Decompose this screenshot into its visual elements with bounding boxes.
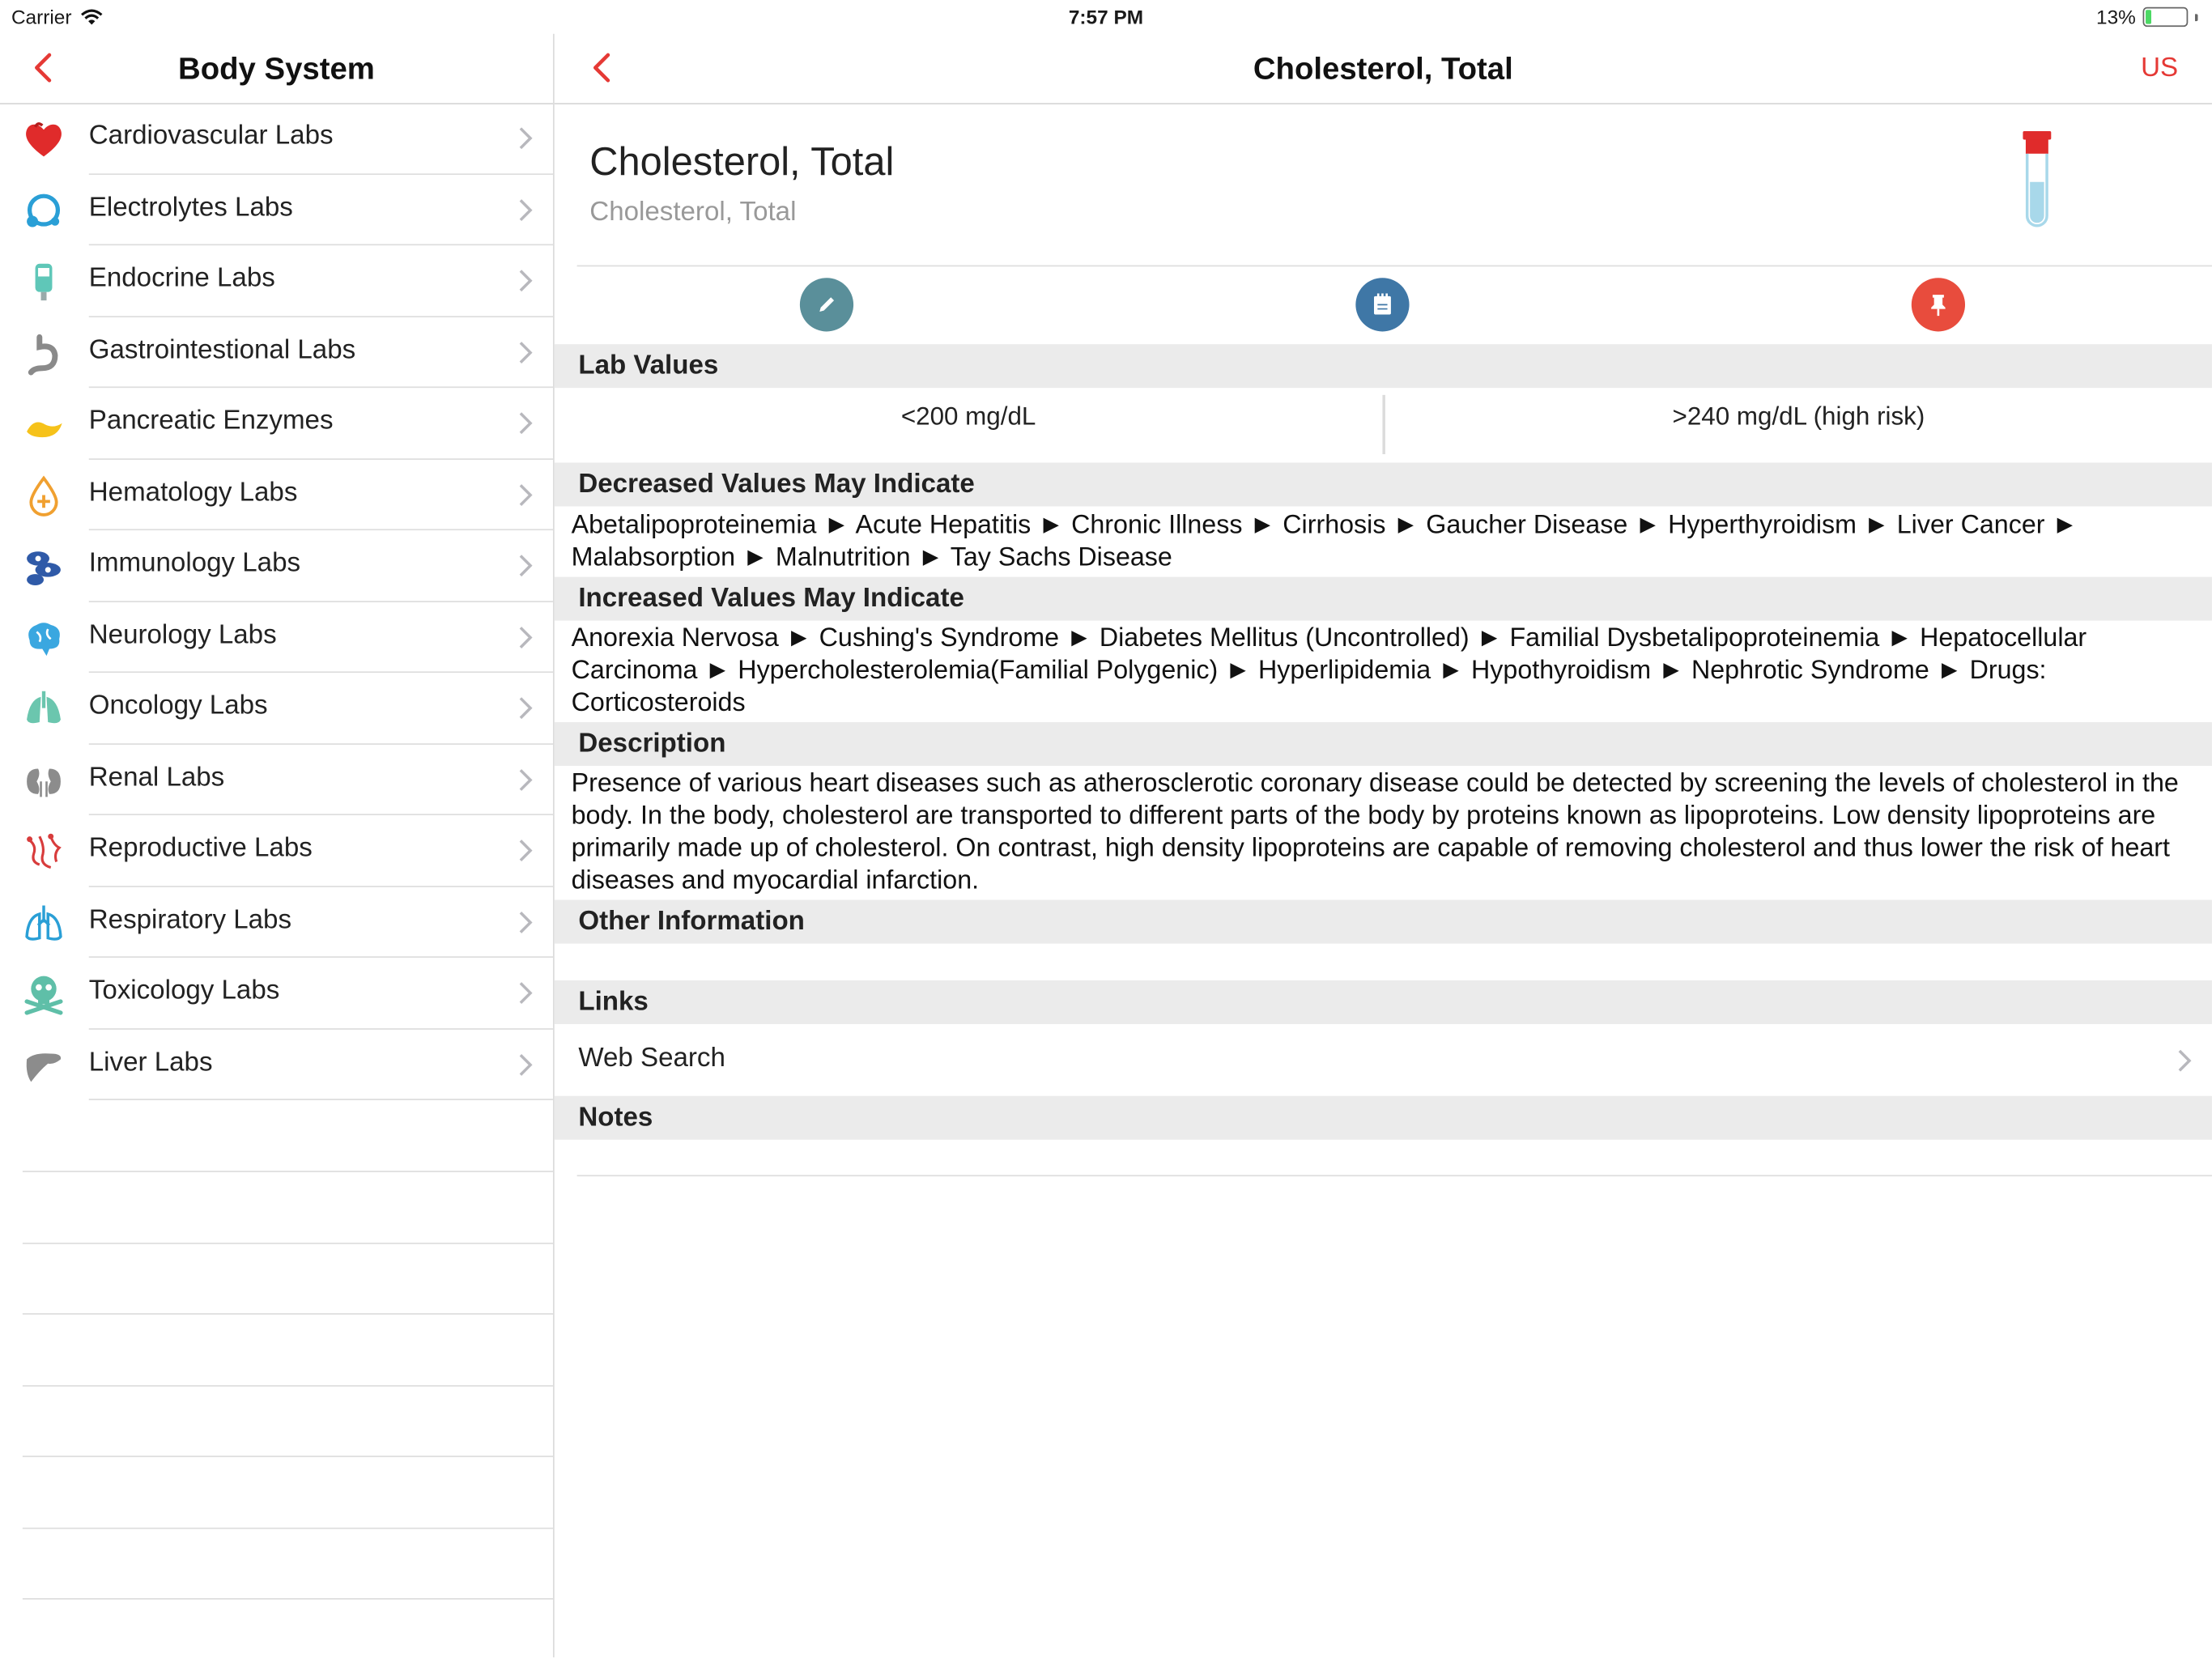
chevron-right-icon <box>517 410 534 436</box>
list-item-neurology[interactable] <box>0 602 553 673</box>
list-item-label: Hematology Labs <box>88 477 298 508</box>
stomach-icon <box>23 332 65 374</box>
section-header-label: Links <box>578 987 649 1018</box>
empty-row-separator <box>23 1243 553 1244</box>
empty-row-separator <box>23 1385 553 1387</box>
right-nav-bar <box>555 34 2212 104</box>
section-header-label: Decreased Values May Indicate <box>578 470 975 500</box>
notes-divider <box>577 1175 2212 1176</box>
chevron-right-icon <box>517 980 534 1005</box>
list-item-label: Neurology Labs <box>88 619 277 650</box>
detail-panel <box>555 34 2212 1657</box>
kidney-icon <box>23 759 65 801</box>
blood-drop-icon <box>23 474 65 517</box>
skull-crossbones-icon <box>23 973 65 1015</box>
page-subtitle: Cholesterol, Total <box>589 197 797 227</box>
master-panel <box>0 34 555 1657</box>
glucose-meter-icon <box>23 261 65 303</box>
empty-row-separator <box>23 1598 553 1600</box>
heart-icon <box>23 118 65 160</box>
list-item-immunology[interactable] <box>0 530 553 602</box>
carrier-label: Carrier <box>11 5 72 28</box>
section-header-label: Other Information <box>578 907 805 937</box>
respiratory-icon <box>23 902 65 944</box>
battery-tip <box>2195 14 2197 21</box>
status-bar <box>0 0 2212 34</box>
reproductive-icon <box>23 831 65 873</box>
list-item-label: Reproductive Labs <box>88 833 313 864</box>
chevron-right-icon <box>517 553 534 578</box>
chevron-right-icon <box>517 482 534 507</box>
notepad-icon <box>1372 293 1392 316</box>
list-item-pancreatic[interactable] <box>0 388 553 459</box>
list-item-reproductive[interactable] <box>0 815 553 886</box>
notes-button[interactable] <box>1355 278 1409 331</box>
list-item-label: Electrolytes Labs <box>88 192 293 223</box>
web-search-link[interactable] <box>555 1026 2212 1096</box>
row-separator <box>89 1099 553 1100</box>
list-item-endocrine[interactable] <box>0 245 553 317</box>
list-item-respiratory[interactable] <box>0 886 553 958</box>
empty-row-separator <box>23 1528 553 1529</box>
page-title: Cholesterol, Total <box>589 139 895 184</box>
list-item-label: Toxicology Labs <box>88 976 280 1006</box>
pencil-icon <box>815 293 838 316</box>
list-item-cardiovascular[interactable] <box>0 103 553 174</box>
list-item-label: Gastrointestional Labs <box>88 334 356 365</box>
pancreas-icon <box>23 403 65 445</box>
liver-icon <box>23 1044 65 1086</box>
list-item-label: Immunology Labs <box>88 548 301 579</box>
section-lab-values <box>555 344 2212 388</box>
list-item-label: Endocrine Labs <box>88 263 275 294</box>
lab-values-row <box>555 389 2212 460</box>
pin-icon <box>1929 293 1946 316</box>
high-risk-value: >240 mg/dL (high risk) <box>1672 402 1925 431</box>
battery-status <box>2096 6 2198 28</box>
right-nav-title: Cholesterol, Total <box>1253 50 1513 87</box>
list-item-hematology[interactable] <box>0 459 553 530</box>
section-other-information <box>555 900 2212 944</box>
chevron-right-icon <box>517 268 534 293</box>
lungs-icon <box>23 688 65 730</box>
edit-button[interactable] <box>800 278 853 331</box>
list-item-label: Respiratory Labs <box>88 904 292 935</box>
empty-row-separator <box>23 1456 553 1457</box>
section-description <box>555 722 2212 766</box>
chevron-right-icon <box>517 624 534 649</box>
test-tube-icon <box>2020 131 2054 232</box>
section-header-label: Description <box>578 729 726 759</box>
list-item-renal[interactable] <box>0 744 553 815</box>
increased-values-text: Anorexia Nervosa ► Cushing's Syndrome ► Diabetes Mellitus (Uncontrolled) ► Familial Dysbetalipoproteinemia ► Hepatocellular Carcinoma ► Hypercholesterolemia(Familial Polygenic) ► Hyperlipidemia ► Hypothyroidism ► Nephrotic Syndrome ► Drugs: Corticosteroids <box>571 622 2087 717</box>
chevron-right-icon <box>517 125 534 151</box>
units-toggle-button[interactable]: US <box>2141 53 2179 83</box>
section-header-label: Lab Values <box>578 351 719 381</box>
section-notes <box>555 1096 2212 1140</box>
chevron-right-icon <box>517 838 534 863</box>
section-links <box>555 980 2212 1024</box>
empty-row-separator <box>23 1171 553 1172</box>
list-item-label: Renal Labs <box>88 762 225 793</box>
battery-level-fill <box>2146 10 2151 23</box>
battery-percent: 13% <box>2096 5 2136 28</box>
chevron-right-icon <box>517 767 534 792</box>
left-nav-bar <box>0 34 553 104</box>
list-item-electrolytes[interactable] <box>0 174 553 245</box>
chevron-right-icon <box>2176 1048 2193 1073</box>
chevron-right-icon <box>517 197 534 222</box>
list-item-toxicology[interactable] <box>0 958 553 1029</box>
pin-button[interactable] <box>1912 278 1965 331</box>
section-decreased <box>555 462 2212 506</box>
section-header-label: Notes <box>578 1103 653 1133</box>
web-search-label: Web Search <box>578 1044 725 1073</box>
normal-range-value: <200 mg/dL <box>900 402 1036 431</box>
left-nav-title: Body System <box>178 50 375 87</box>
brain-icon <box>23 617 65 659</box>
chevron-right-icon <box>517 695 534 721</box>
section-header-label: Increased Values May Indicate <box>578 584 964 614</box>
list-item-label: Liver Labs <box>88 1047 213 1078</box>
decreased-values-text: Abetalipoproteinemia ► Acute Hepatitis ► Chronic Illness ► Cirrhosis ► Gaucher Disease ► Hyperthyroidism ► Liver Cancer ► Malabsorption ► Malnutrition ► Tay Sachs Disease <box>571 508 2078 572</box>
battery-icon <box>2143 7 2189 27</box>
list-item-label: Oncology Labs <box>88 691 268 721</box>
list-item-label: Pancreatic Enzymes <box>88 406 334 436</box>
list-item-oncology[interactable] <box>0 673 553 744</box>
description-text: Presence of various heart diseases such as atherosclerotic coronary disease could be detected by screening the levels of cholesterol in the body. In the body, cholesterol are transported to different parts of the body by proteins known as lipoproteins. Low density lipoproteins are primarily made up of cholesterol. On contrast, high density lipoproteins are capable of removing cholesterol and thus lower the risk of heart diseases and myocardial infarction. <box>571 767 2179 895</box>
chevron-right-icon <box>517 909 534 934</box>
list-item-gastrointestinal[interactable] <box>0 317 553 388</box>
list-item-liver[interactable] <box>0 1029 553 1100</box>
list-item-label: Cardiovascular Labs <box>88 121 334 151</box>
immune-cells-icon <box>23 546 65 588</box>
empty-row-separator <box>23 1313 553 1315</box>
chevron-right-icon <box>517 1052 534 1077</box>
action-bar <box>555 266 2212 344</box>
clock: 7:57 PM <box>1068 5 1144 28</box>
body-system-list <box>0 103 553 1100</box>
chevron-right-icon <box>517 339 534 364</box>
detail-header <box>555 103 2212 265</box>
section-increased <box>555 577 2212 621</box>
electrolytes-icon <box>23 189 65 232</box>
